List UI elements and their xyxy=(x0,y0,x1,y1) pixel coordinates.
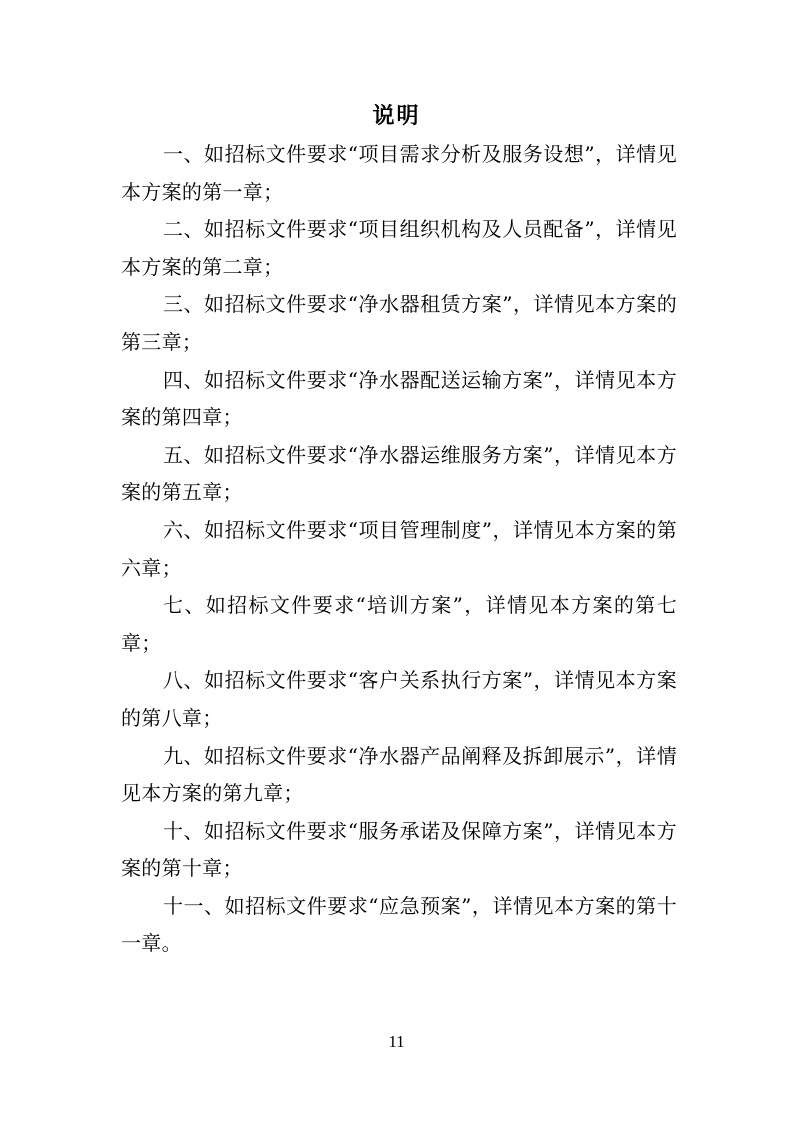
description-list xyxy=(121,136,677,963)
list-item-6: 六、如招标文件要求“项目管理制度”，详情见本方案的第六章； xyxy=(121,517,677,580)
list-item-9: 九、如招标文件要求“净水器产品阐释及拆卸展示”，详情见本方案的第九章； xyxy=(121,743,677,806)
list-item-7: 七、如招标文件要求“培训方案”，详情见本方案的第七章； xyxy=(121,593,677,655)
list-item-3: 三、如招标文件要求“净水器租赁方案”，详情见本方案的第三章； xyxy=(121,292,677,354)
list-item-8: 八、如招标文件要求“客户关系执行方案”，详情见本方案的第八章； xyxy=(121,668,677,730)
page-number: 11 xyxy=(388,1032,405,1051)
page-title: 说明 xyxy=(372,103,421,129)
list-item-1: 一、如招标文件要求“项目需求分析及服务设想”，详情见本方案的第一章； xyxy=(121,142,677,204)
list-item-2: 二、如招标文件要求“项目组织机构及人员配备”，详情见本方案的第二章； xyxy=(121,217,677,279)
list-item-10: 十、如招标文件要求“服务承诺及保障方案”，详情见本方案的第十章； xyxy=(121,818,677,881)
list-item-4: 四、如招标文件要求“净水器配送运输方案”，详情见本方案的第四章； xyxy=(121,367,677,430)
list-item-5: 五、如招标文件要求“净水器运维服务方案”，详情见本方案的第五章； xyxy=(121,442,677,505)
list-item-11: 十一、如招标文件要求“应急预案”，详情见本方案的第十一章。 xyxy=(121,893,677,956)
